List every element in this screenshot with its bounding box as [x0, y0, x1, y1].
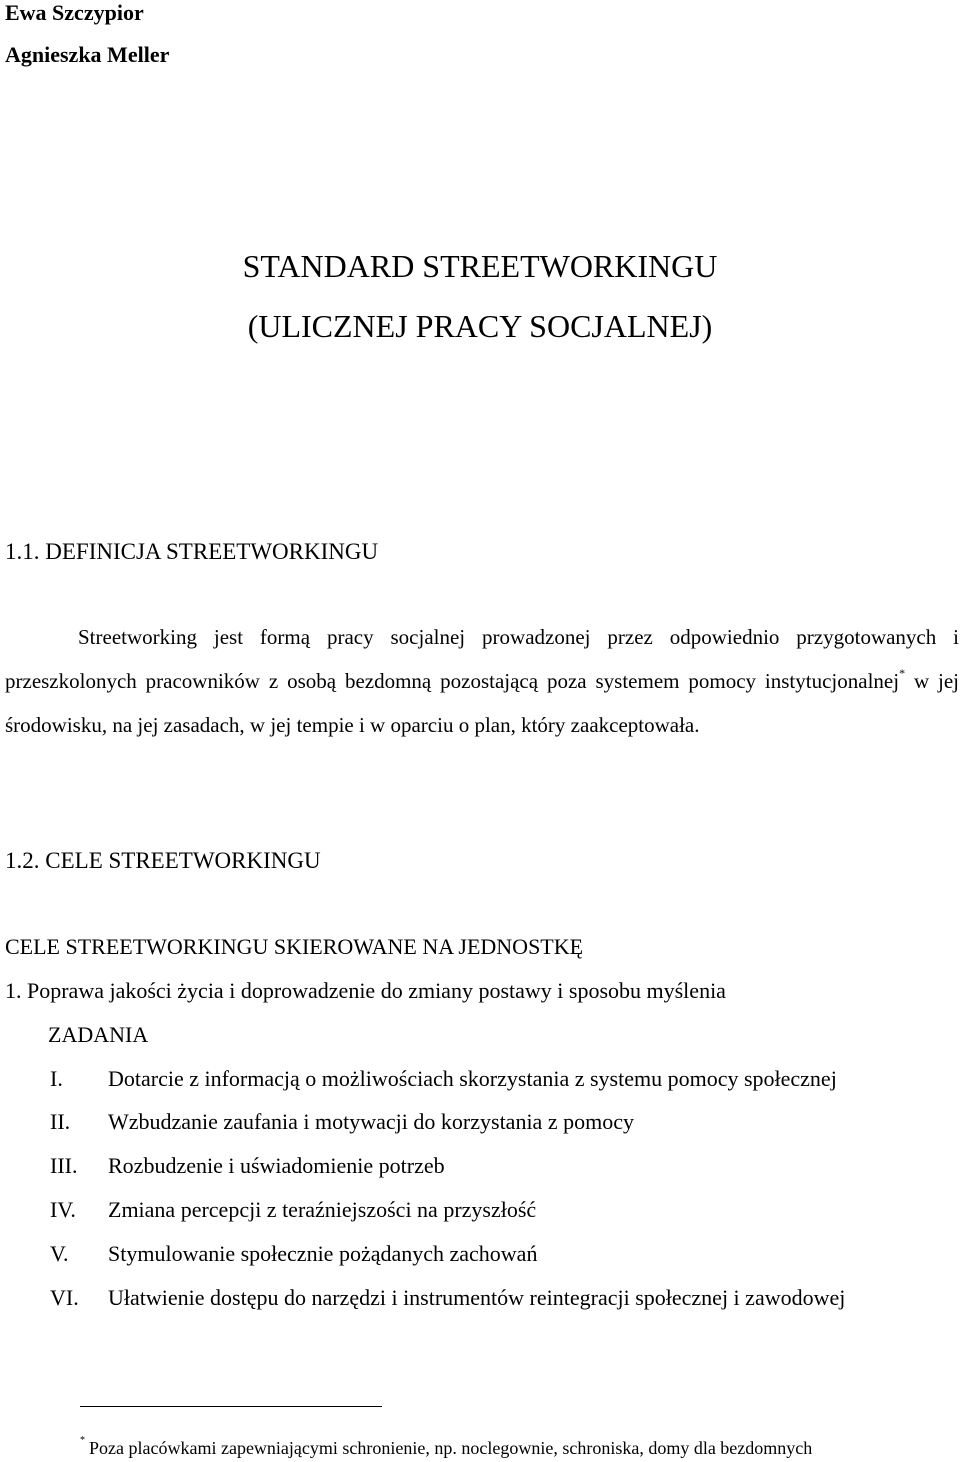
- definition-text: Streetworking jest formą pracy socjalnej prowadzonej przez odpowiednio przygotowanych i przeszkolonych pracowników z osobą bezdomną pozostającą poza systemem pomocy instytucjonalnej: [5, 625, 959, 693]
- task-number: III.: [50, 1153, 78, 1178]
- task-text: Rozbudzenie i uświadomienie potrzeb: [108, 1153, 445, 1178]
- footnote-mark: *: [899, 666, 906, 680]
- task-text: Ułatwienie dostępu do narzędzi i instrumentów reintegracji społecznej i zawodowej: [108, 1285, 846, 1310]
- footnote-separator: [80, 1406, 382, 1407]
- task-text: Stymulowanie społecznie pożądanych zachowań: [108, 1241, 538, 1266]
- goal-item: 1. Poprawa jakości życia i doprowadzenie do zmiany postawy i sposobu myślenia: [5, 978, 726, 1003]
- task-number: IV.: [50, 1197, 76, 1222]
- task-text: Dotarcie z informacją o możliwościach skorzystania z systemu pomocy społecznej: [108, 1066, 837, 1091]
- definition-text-continued: w jej środowisku, na jej zasadach, w jej tempie i w oparciu o plan, który zaakceptowała.: [5, 669, 959, 737]
- task-number: VI.: [50, 1285, 79, 1310]
- goals-subheading: CELE STREETWORKINGU SKIEROWANE NA JEDNOSTKĘ: [5, 934, 584, 959]
- section-heading-goals: 1.2. CELE STREETWORKINGU: [5, 848, 321, 873]
- footnote-mark: *: [80, 1435, 85, 1446]
- task-number: I.: [50, 1066, 63, 1091]
- author-name: Agnieszka Meller: [5, 42, 170, 67]
- document-subtitle: (ULICZNEJ PRACY SOCJALNEJ): [247, 308, 713, 344]
- tasks-label: ZADANIA: [48, 1022, 149, 1047]
- author-name: Ewa Szczypior: [5, 0, 144, 25]
- section-heading-definition: 1.1. DEFINICJA STREETWORKINGU: [5, 539, 379, 564]
- task-text: Zmiana percepcji z teraźniejszości na przyszłość: [108, 1197, 537, 1222]
- document-title: STANDARD STREETWORKINGU: [242, 248, 718, 284]
- task-text: Wzbudzanie zaufania i motywacji do korzystania z pomocy: [108, 1109, 634, 1134]
- task-number: V.: [50, 1241, 69, 1266]
- footnote-text: Poza placówkami zapewniającymi schronienie, np. noclegownie, schroniska, domy dla bezdomnych: [89, 1438, 813, 1458]
- task-number: II.: [50, 1109, 71, 1134]
- footnote: [80, 1434, 812, 1459]
- definition-paragraph: [5, 615, 959, 747]
